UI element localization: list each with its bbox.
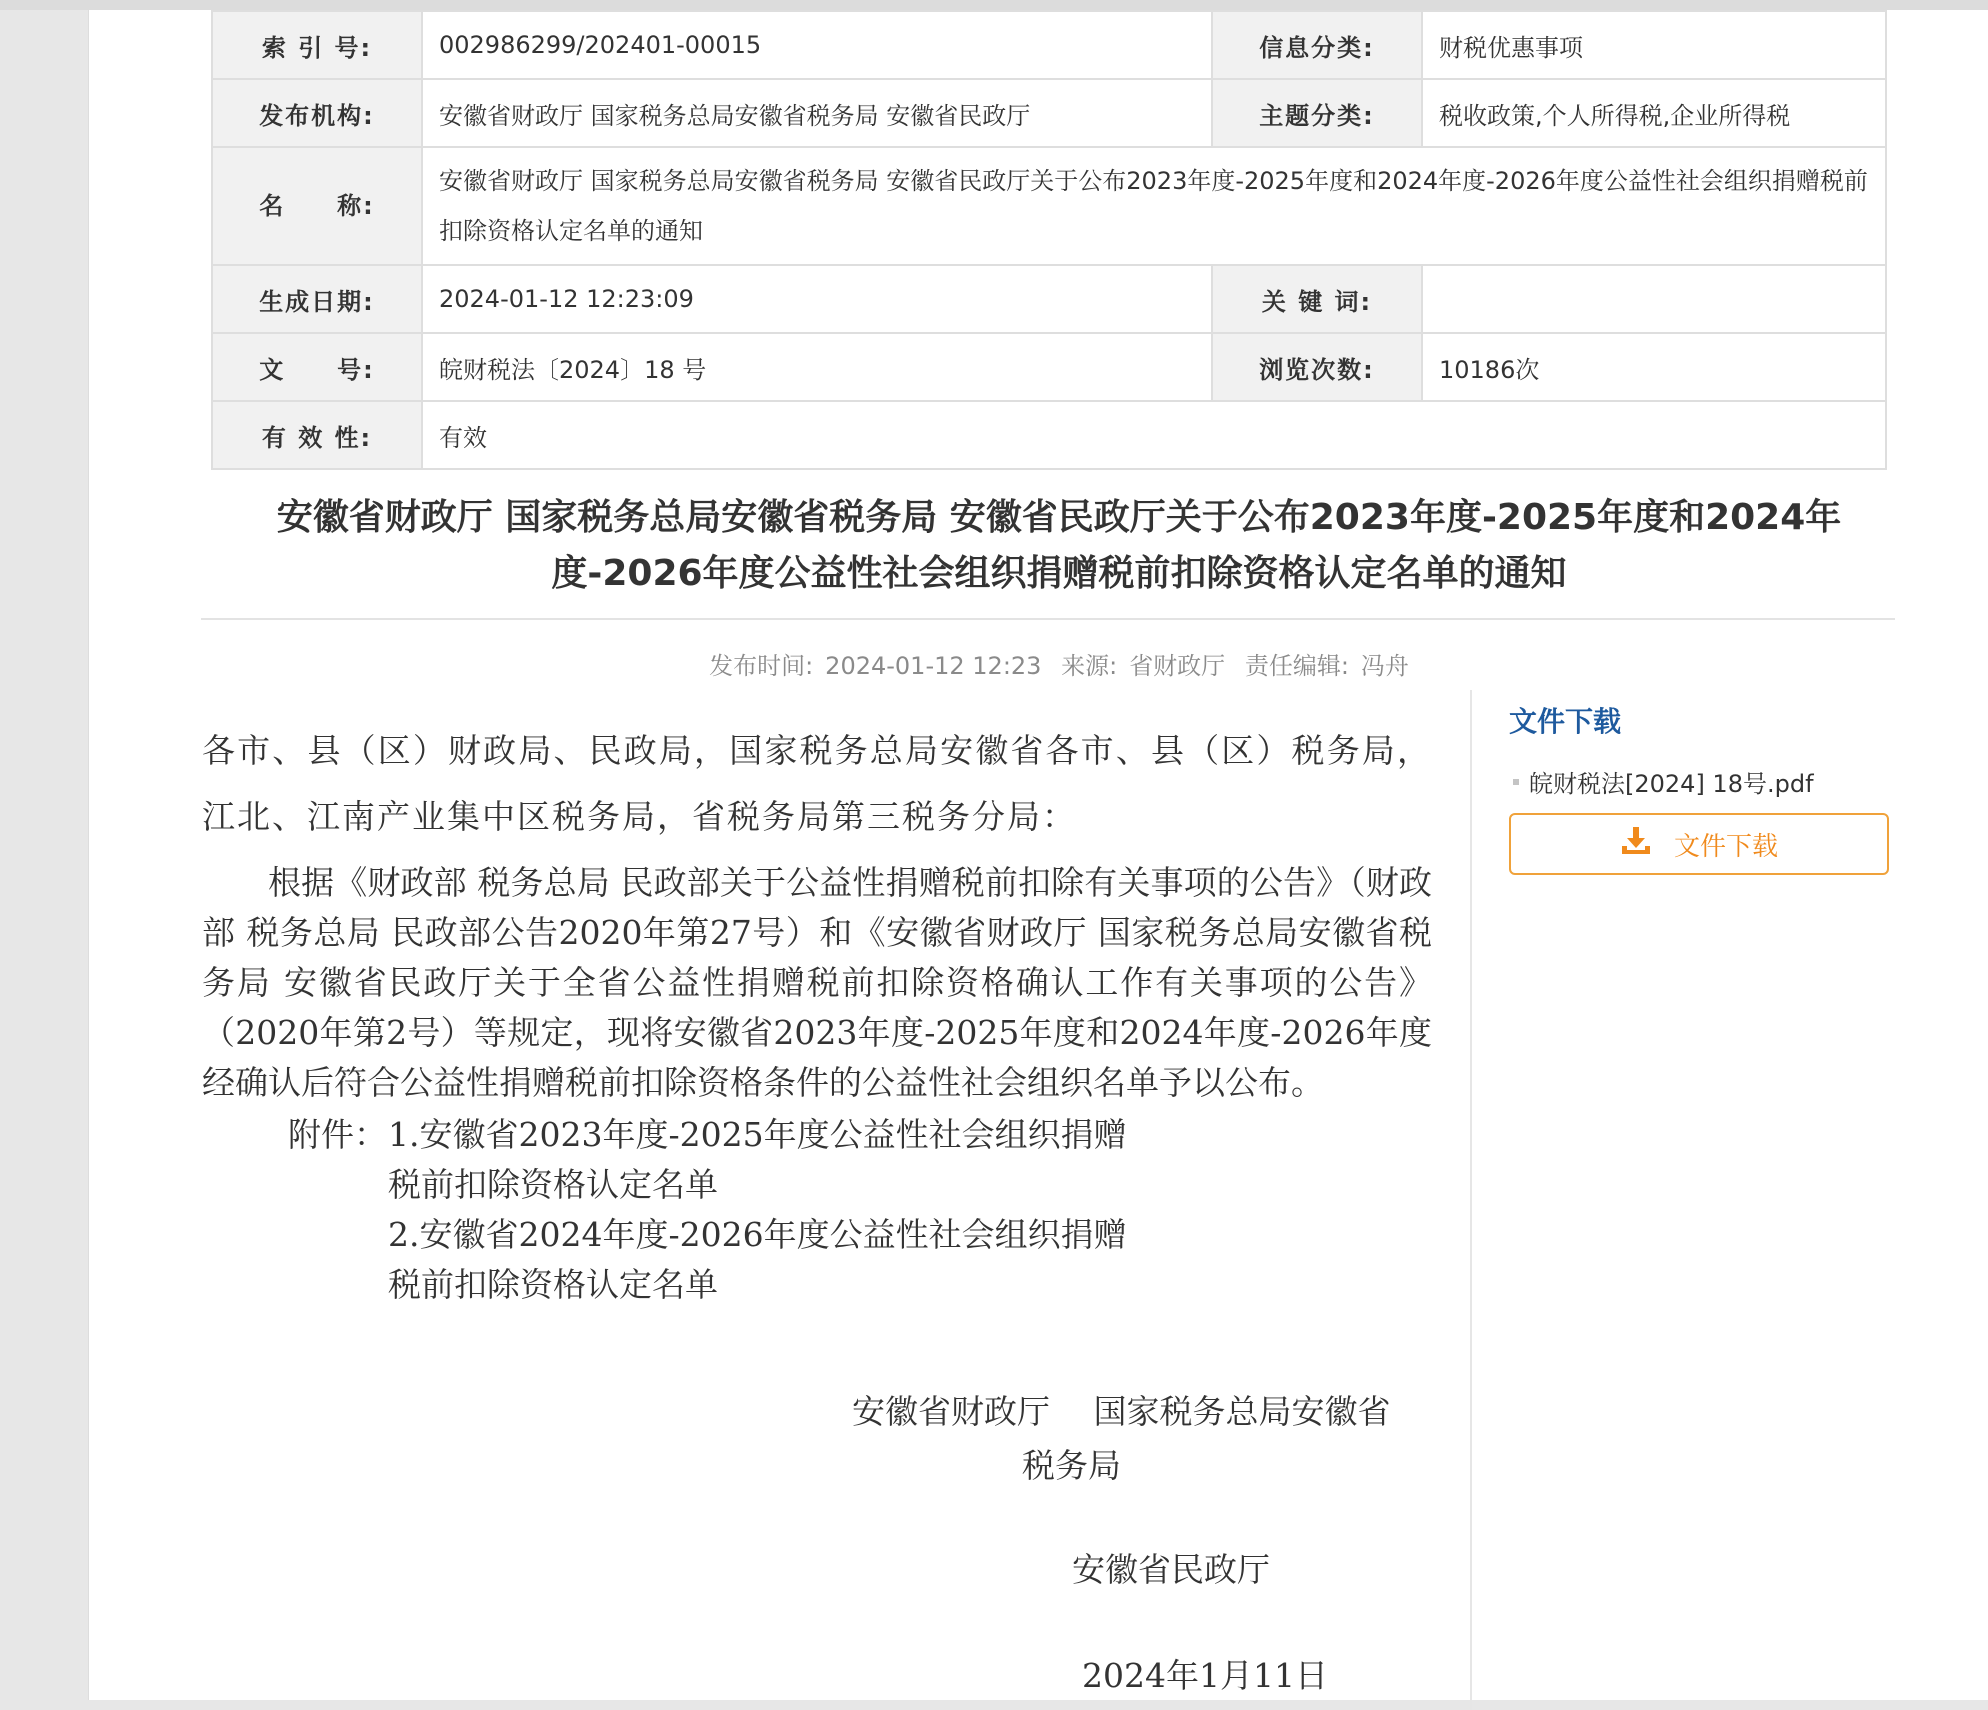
publisher-value: 安徽省财政厅 国家税务总局安徽省税务局 安徽省民政厅 [422,79,1212,147]
file-item[interactable] [1509,764,1893,799]
publish-time-label: 发布时间: [709,652,814,680]
topic-label: 主题分类: [1212,79,1422,147]
date-label: 生成日期: [212,265,422,333]
attachment-line: 税前扣除资格认定名单 [388,1165,718,1204]
keywords-value [1422,265,1886,333]
article-body [202,718,1432,1310]
bullet-icon [1513,779,1519,785]
attachment-line: 税前扣除资格认定名单 [388,1265,718,1304]
article-meta [249,646,1869,681]
signature-date: 2024年1月11日 [1082,1656,1328,1695]
category-label: 信息分类: [1212,11,1422,79]
editor-value: 冯舟 [1360,652,1409,680]
file-link[interactable]: 皖财税法[2024] 18号.pdf [1529,770,1814,798]
signature-line: 安徽省民政厅 [1072,1550,1270,1589]
validity-label: 有 效 性: [212,401,422,469]
salutation: 各市、县（区）财政局、民政局，国家税务总局安徽省各市、县（区）税务局，江北、江南产业集中区税务局，省税务局第三税务分局： [202,731,1432,836]
topic-value: 税收政策,个人所得税,企业所得税 [1422,79,1886,147]
article-title: 安徽省财政厅 国家税务总局安徽省税务局 安徽省民政厅关于公布2023年度-2025年度和2024年度-2026年度公益性社会组织捐赠税前扣除资格认定名单的通知 [276,497,1842,594]
download-icon [1620,826,1652,863]
download-button-label: 文件下载 [1673,831,1778,862]
date-value: 2024-01-12 12:23:09 [422,265,1212,333]
category-value: 财税优惠事项 [1422,11,1886,79]
file-download-panel [1509,700,1893,875]
download-button[interactable] [1509,813,1889,875]
body-paragraph: 根据《财政部 税务总局 民政部关于公益性捐赠税前扣除有关事项的公告》（财政部 税务总局 民政部公告2020年第27号）和《安徽省财政厅 国家税务总局安徽省税务局 安徽省民政厅关于全省公益性捐赠税前扣除资格确认工作有关事项的公告》（2020年第2号）等规定，现将安徽省2023年度-2025年度和2024年度-2026年度经确认后符合公益性捐赠税前扣除资格条件的公益性社会组织名单予以公布。 [202,863,1432,1102]
attachment-label: 附件： [288,1115,387,1154]
attachment-line: 2.安徽省2024年度-2026年度公益性社会组织捐赠 [388,1215,1127,1254]
index-label: 索 引 号: [212,11,422,79]
source-label: 来源: [1061,652,1118,680]
file-download-title: 文件下载 [1509,705,1622,738]
views-value: 10186次 [1422,333,1886,401]
docno-label: 文 号: [212,333,422,401]
source-value: 省财政厅 [1129,652,1226,680]
attachments [202,1110,1432,1310]
index-value: 002986299/202401-00015 [422,11,1212,79]
docno-value: 皖财税法〔2024〕18 号 [422,333,1212,401]
publisher-label: 发布机构: [212,79,422,147]
attachment-line: 1.安徽省2023年度-2025年度公益性社会组织捐赠 [388,1115,1127,1154]
name-label: 名 称: [212,147,422,265]
keywords-label: 关 键 词: [1212,265,1422,333]
validity-value: 有效 [422,401,1886,469]
page-content [88,10,1988,1700]
signature-line: 安徽省财政厅 国家税务总局安徽省 [852,1392,1391,1431]
column-divider [1470,690,1472,1710]
name-value: 安徽省财政厅 国家税务总局安徽省税务局 安徽省民政厅关于公布2023年度-2025年度和2024年度-2026年度公益性社会组织捐赠税前扣除资格认定名单的通知 [422,147,1886,265]
views-label: 浏览次数: [1212,333,1422,401]
editor-label: 责任编辑: [1244,652,1349,680]
title-divider [201,618,1895,620]
publish-time-value: 2024-01-12 12:23 [825,652,1042,680]
signature-line: 税务局 [1022,1446,1121,1485]
info-table [211,10,1887,470]
top-band [0,0,1988,10]
